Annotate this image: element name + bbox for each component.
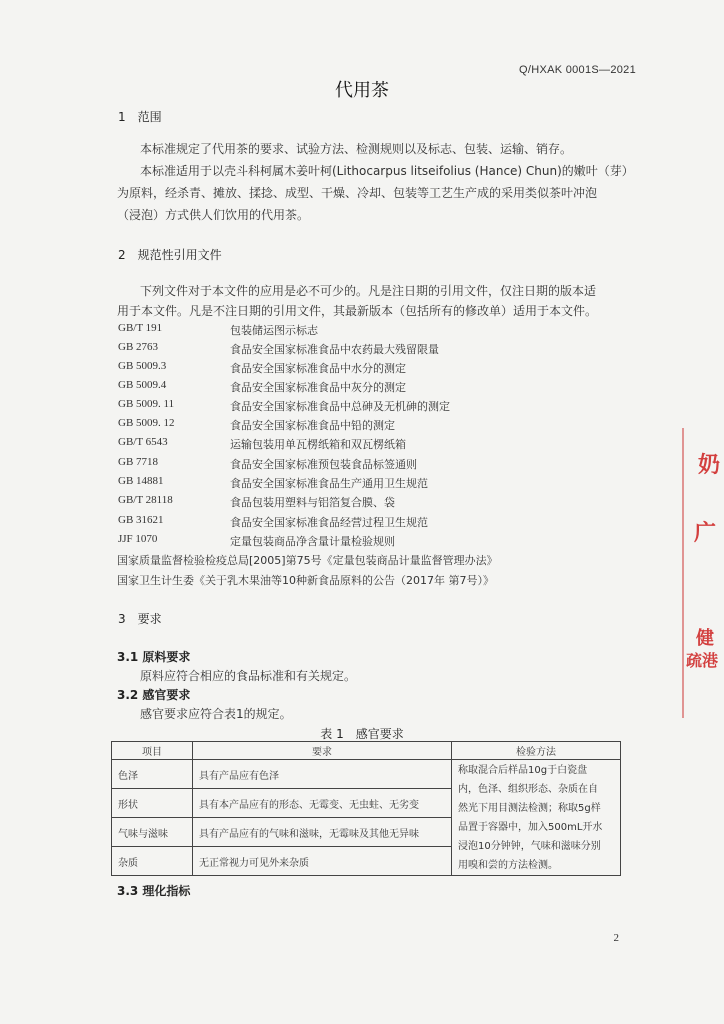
- section-3-heading: 3 要求: [118, 612, 162, 626]
- ref-code: GB/T 28118: [118, 494, 173, 506]
- ref-title: 食品安全国家标准食品中总砷及无机砷的测定: [230, 400, 450, 413]
- sensory-table: [111, 741, 621, 876]
- seal-stamp-char: 广: [693, 521, 716, 546]
- table-caption: 表 1 感官要求: [320, 727, 404, 741]
- table-header-requirement: 要求: [193, 742, 452, 760]
- section-1-para-2-line-1: 本标准适用于以壳斗科柯属木姜叶柯(Lithocarpus litseifolius (Hance) Chun)的嫩叶（芽）: [140, 164, 634, 178]
- table-cell-item: 色泽: [112, 760, 193, 789]
- ref-code: GB 5009.4: [118, 379, 167, 391]
- section-2-intro-line-2: 用于本文件。凡是不注日期的引用文件，其最新版本（包括所有的修改单）适用于本文件。: [117, 304, 598, 318]
- ref-title: 定量包装商品净含量计量检验规则: [230, 535, 395, 548]
- section-2-intro-line-1: 下列文件对于本文件的应用是必不可少的。凡是注日期的引用文件，仅注日期的版本适: [140, 284, 597, 298]
- ref-title: 食品安全国家标准预包装食品标签通则: [230, 458, 417, 471]
- standard-number: Q/HXAK 0001S—2021: [518, 64, 636, 76]
- table-cell-item: 形状: [112, 789, 193, 818]
- method-line: 内，色泽、组织形态、杂质在自: [458, 783, 598, 795]
- seal-stamp-char: 健: [696, 628, 714, 649]
- section-3-2-heading: 3.2 感官要求: [117, 688, 191, 702]
- table-cell-method: [452, 760, 621, 876]
- ref-title: 食品安全国家标准食品中铅的测定: [230, 419, 395, 432]
- seal-stamp-char: 奶: [697, 453, 720, 478]
- ref-extra-1: 国家质量监督检验检疫总局[2005]第75号《定量包装商品计量监督管理办法》: [117, 554, 498, 567]
- ref-code: GB 5009. 12: [118, 417, 175, 429]
- table-header-method: 检验方法: [452, 742, 621, 760]
- seal-stamp-char: 疏港: [685, 651, 718, 670]
- ref-code: GB 7718: [118, 456, 159, 468]
- ref-title: 食品安全国家标准食品中农药最大残留限量: [230, 343, 439, 356]
- section-3-2-text: 感官要求应符合表1的规定。: [140, 707, 292, 721]
- table-cell-requirement: 无正常视力可见外来杂质: [193, 847, 452, 876]
- table-cell-requirement: 具有产品应有的气味和滋味，无霉味及其他无异味: [193, 818, 452, 847]
- table-header-row: [112, 742, 621, 760]
- ref-title: 食品安全国家标准食品中灰分的测定: [230, 381, 406, 394]
- ref-title: 食品安全国家标准食品生产通用卫生规范: [230, 477, 428, 490]
- ref-code: GB 2763: [118, 341, 159, 353]
- ref-code: GB 31621: [118, 514, 164, 526]
- section-1-heading: 1 范围: [118, 110, 162, 124]
- ref-title: 食品安全国家标准食品中水分的测定: [230, 362, 406, 375]
- ref-extra-2: 国家卫生计生委《关于乳木果油等10种新食品原料的公告（2017年 第7号）》: [117, 574, 494, 587]
- table-header-item: 项目: [112, 742, 193, 760]
- section-1-para-2-line-3: （浸泡）方式供人们饮用的代用茶。: [117, 208, 310, 222]
- method-line: 用嗅和尝的方法检测。: [458, 859, 558, 871]
- table-cell-requirement: 具有本产品应有的形态、无霉变、无虫蛀、无劣变: [193, 789, 452, 818]
- method-line: 品置于容器中，加入500mL开水: [458, 821, 603, 833]
- table-cell-item: 杂质: [112, 847, 193, 876]
- ref-code: GB 5009.3: [118, 360, 167, 372]
- ref-title: 食品包装用塑料与铝箔复合膜、袋: [230, 496, 395, 509]
- ref-code: JJF 1070: [118, 533, 158, 545]
- table-cell-requirement: 具有产品应有色泽: [193, 760, 452, 789]
- method-line: 称取混合后样品10g于白瓷盘: [458, 764, 588, 776]
- method-line: 然光下用目测法检测；称取5g样: [458, 802, 601, 814]
- table-cell-item: 气味与滋味: [112, 818, 193, 847]
- ref-code: GB 14881: [118, 475, 164, 487]
- ref-title: 包装储运图示标志: [230, 324, 318, 337]
- section-3-1-heading: 3.1 原料要求: [117, 650, 191, 664]
- ref-title: 运输包装用单瓦楞纸箱和双瓦楞纸箱: [230, 438, 406, 451]
- ref-title: 食品安全国家标准食品经营过程卫生规范: [230, 516, 428, 529]
- ref-code: GB 5009. 11: [118, 398, 175, 410]
- section-2-heading: 2 规范性引用文件: [118, 248, 222, 262]
- method-line: 浸泡10分钟钟，气味和滋味分别: [458, 840, 601, 852]
- page-number: 2: [613, 932, 619, 944]
- ref-code: GB/T 191: [118, 322, 163, 334]
- section-1-para-2-line-2: 为原料，经杀青、摊放、揉捻、成型、干燥、冷却、包装等工艺生产成的采用类似茶叶冲泡: [117, 186, 598, 200]
- page-title: 代用茶: [335, 80, 389, 101]
- ref-code: GB/T 6543: [118, 436, 168, 448]
- section-3-1-text: 原料应符合相应的食品标准和有关规定。: [140, 669, 357, 683]
- seal-stamp: [682, 428, 724, 718]
- section-1-para-1: 本标准规定了代用茶的要求、试验方法、检测规则以及标志、包装、运输、销存。: [140, 142, 573, 156]
- table-row: [112, 760, 621, 789]
- section-3-3-heading: 3.3 理化指标: [117, 884, 191, 898]
